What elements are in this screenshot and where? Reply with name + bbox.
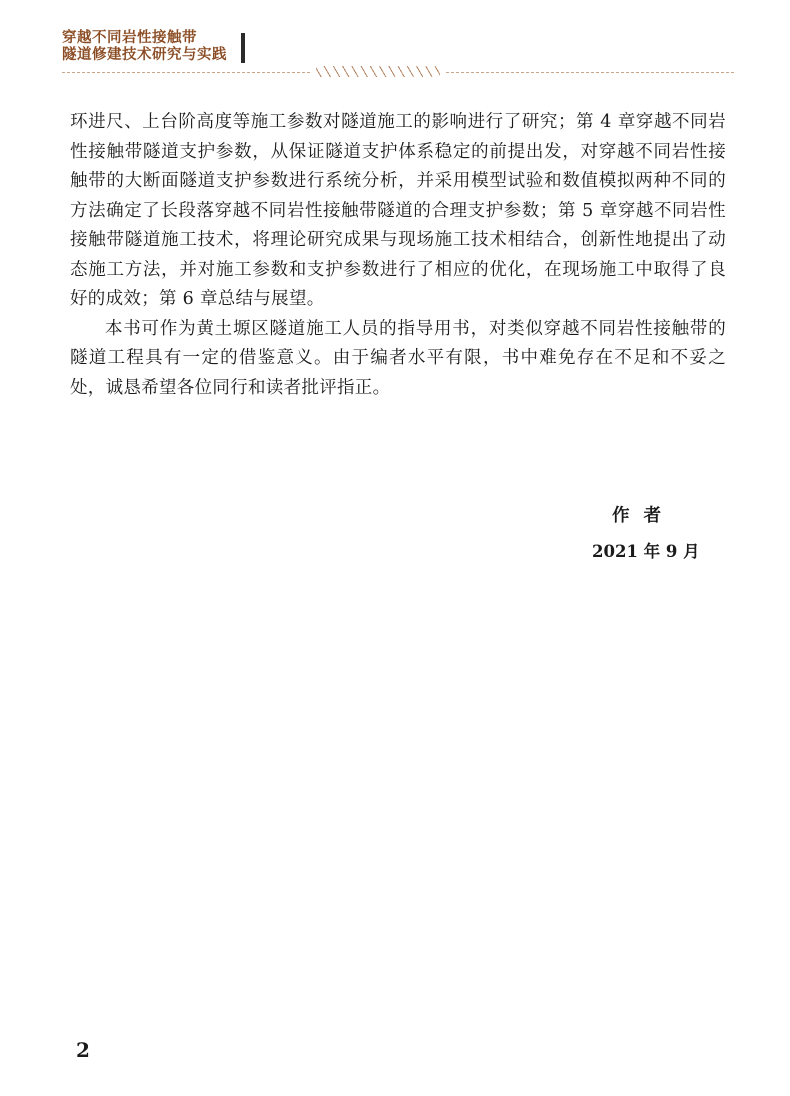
header-divider-bar [241, 33, 245, 63]
book-title [62, 30, 227, 64]
preface-body [70, 108, 726, 403]
header-rule-hatch [316, 66, 440, 77]
book-title-line-1: 穿越不同岩性接触带 [62, 30, 197, 46]
body-paragraph-1: 环进尺、上台阶高度等施工参数对隧道施工的影响进行了研究；第 4 章穿越不同岩性接触带隧道支护参数，从保证隧道支护体系稳定的前提出发，对穿越不同岩性接触带的大断面隧道支护参数进行系统分析，并采用模型试验和数值模拟两种不同的方法确定了长段落穿越不同岩性接触带隧道的合理支护参数；第 5 章穿越不同岩性接触带隧道施工技术，将理论研究成果与现场施工技术相结合，创新性地提出了动态施工方法，并对施工参数和支护参数进行了相应的优化，在现场施工中取得了良好的成效；第 6 章总结与展望。 [70, 112, 726, 309]
header-rule-left [62, 72, 310, 73]
running-header [62, 30, 245, 64]
book-title-line-2: 隧道修建技术研究与实践 [62, 47, 227, 63]
page-number: 2 [76, 1038, 90, 1062]
header-rule-right [446, 72, 736, 73]
signature-date: 2021 年 9 月 [592, 542, 700, 561]
signature-author: 作者 [612, 506, 675, 526]
body-paragraph-2: 本书可作为黄土塬区隧道施工人员的指导用书，对类似穿越不同岩性接触带的隧道工程具有一定的借鉴意义。由于编者水平有限，书中难免存在不足和不妥之处，诚恳希望各位同行和读者批评指正。 [70, 318, 726, 398]
